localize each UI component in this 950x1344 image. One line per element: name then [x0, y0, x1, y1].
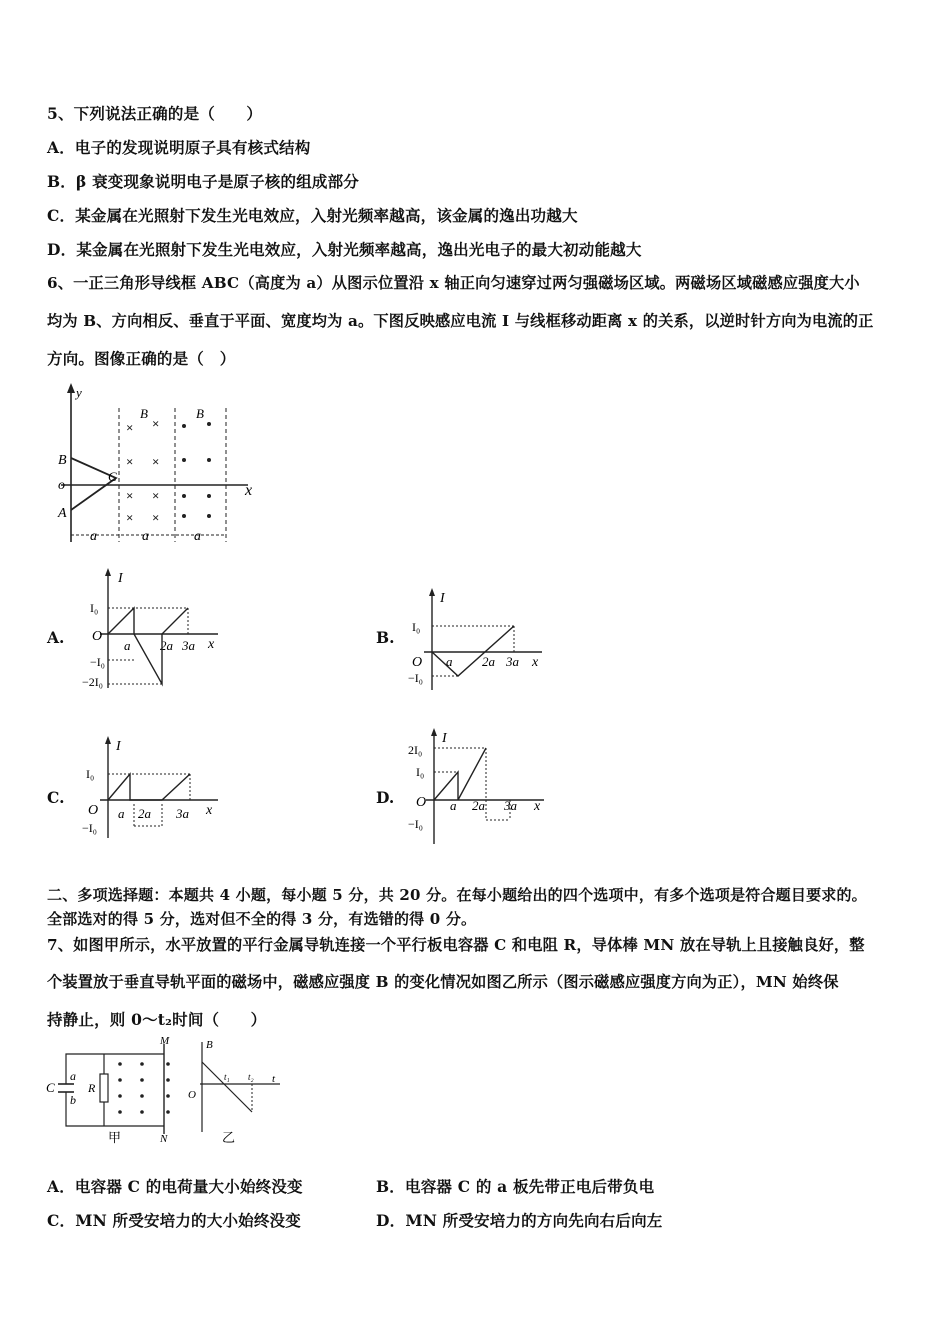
- q7-capacitor-c: C: [46, 1080, 55, 1095]
- q6-width-3: a: [194, 529, 201, 544]
- graph-b-i0: I₀: [412, 620, 421, 634]
- q7-caption-jia: 甲: [108, 1130, 122, 1145]
- graph-c-x: x: [206, 803, 213, 818]
- q6-option-c-label: C.: [47, 788, 65, 807]
- q7-label-n: N: [160, 1133, 168, 1145]
- q6-stem-line3: 方向。图像正确的是（ ）: [47, 349, 236, 368]
- q6-stem-line2: 均为 B、方向相反、垂直于平面、宽度均为 a。下图反映感应电流 I 与线框移动距离 x 的关系，以逆时针方向为电流的正: [47, 312, 874, 330]
- q6-option-b-label: B.: [376, 628, 395, 647]
- section2-instructions-line1: 二、多项选择题：本题共 4 小题，每小题 5 分，共 20 分。在每小题给出的四个选项中，有多个选项是符合题目要求的。: [47, 886, 867, 904]
- q6-graph-b: [402, 586, 552, 694]
- q7-plate-b: b: [70, 1093, 76, 1107]
- q7-option-c: C．MN 所受安培力的大小始终没变: [47, 1211, 301, 1230]
- q6-width-1: a: [90, 529, 97, 544]
- svg-text:×: ×: [126, 420, 134, 435]
- q5-option-b: B．β 衰变现象说明电子是原子核的组成部分: [47, 172, 359, 191]
- svg-text:×: ×: [152, 510, 160, 525]
- q6-field-out-of-page: [182, 422, 211, 518]
- svg-text:×: ×: [126, 510, 134, 525]
- q7-resistor-r: R: [88, 1081, 96, 1095]
- q6-point-b: B: [58, 453, 67, 468]
- graph-b-o: O: [412, 655, 423, 670]
- q7-t-axis: t: [272, 1073, 276, 1085]
- graph-c-i: I: [116, 739, 121, 754]
- graph-d-a: a: [450, 798, 457, 813]
- graph-a-o: O: [92, 629, 103, 644]
- graph-a-m2i0: −2I₀: [82, 675, 103, 689]
- graph-d-i0: I₀: [416, 765, 425, 779]
- q7-t1: t₁: [224, 1072, 230, 1082]
- graph-d-x: x: [534, 799, 541, 814]
- q6-graph-a: [78, 566, 238, 694]
- q5-stem: 5、下列说法正确的是（ ）: [47, 104, 263, 123]
- graph-a-i0: I₀: [90, 601, 99, 615]
- graph-a-x: x: [208, 637, 215, 652]
- graph-a-a: a: [124, 638, 131, 653]
- q5-option-c: C．某金属在光照射下发生光电效应，入射光频率越高，该金属的逸出功越大: [47, 206, 578, 225]
- graph-c-m-i0: −I₀: [82, 821, 97, 835]
- q6-option-a-label: A.: [47, 628, 65, 647]
- q6-origin-label: o: [58, 478, 65, 493]
- q7-option-d: D．MN 所受安培力的方向先向右后向左: [376, 1211, 663, 1230]
- q6-graph-d: [402, 726, 552, 848]
- q7-plate-a: a: [70, 1069, 76, 1083]
- graph-c-i0: I₀: [86, 767, 95, 781]
- q5-option-d: D．某金属在光照射下发生光电效应，入射光频率越高，逸出光电子的最大初动能越大: [47, 240, 642, 259]
- graph-d-i: I: [442, 731, 447, 746]
- graph-b-x: x: [532, 655, 539, 670]
- q6-point-a: A: [58, 506, 67, 521]
- svg-text:×: ×: [126, 454, 134, 469]
- graph-b-2a: 2a: [482, 654, 495, 669]
- q7-label-m: M: [160, 1036, 170, 1047]
- q6-field-label-2: B: [196, 406, 204, 421]
- q6-x-label: x: [245, 482, 253, 499]
- q7-b-axis: B: [206, 1039, 213, 1051]
- graph-d-2i0: 2I₀: [408, 743, 423, 757]
- section2-instructions-line2: 全部选对的得 5 分，选对但不全的得 3 分，有选错的得 0 分。: [47, 910, 477, 928]
- graph-a-i: I: [118, 571, 123, 586]
- q6-stem-line1: 6、一正三角形导线框 ABC（高度为 a）从图示位置沿 x 轴正向匀速穿过两匀强磁场区域。两磁场区域磁感应强度大小: [47, 274, 860, 292]
- q5-option-a: A．电子的发现说明原子具有核式结构: [47, 138, 311, 157]
- graph-d-2a: 2a: [472, 798, 485, 813]
- graph-c-3a: 3a: [176, 806, 189, 821]
- q6-option-d-label: D.: [376, 788, 395, 807]
- q6-y-label: y: [76, 385, 82, 400]
- graph-c-2a: 2a: [138, 806, 151, 821]
- graph-a-3a: 3a: [182, 638, 195, 653]
- q6-field-label-1: B: [140, 406, 148, 421]
- q7-figure-jia: [44, 1036, 194, 1148]
- graph-c-o: O: [88, 803, 99, 818]
- svg-text:×: ×: [126, 488, 134, 503]
- q7-option-a: A．电容器 C 的电荷量大小始终没变: [47, 1177, 303, 1196]
- q7-caption-yi: 乙: [222, 1130, 236, 1145]
- q7-figure-yi: [186, 1036, 286, 1148]
- q7-field-dots: [118, 1062, 170, 1114]
- q6-width-2: a: [142, 529, 149, 544]
- q6-field-into-page: [126, 416, 159, 525]
- q7-option-b: B．电容器 C 的 a 板先带正电后带负电: [376, 1177, 655, 1196]
- svg-text:×: ×: [152, 488, 160, 503]
- q7-t2: t₂: [248, 1072, 254, 1082]
- q7-stem-line3: 持静止，则 0～t₂时间（ ）: [47, 1010, 267, 1029]
- graph-b-a: a: [446, 654, 453, 669]
- q7-origin: O: [188, 1089, 196, 1101]
- graph-b-m-i0: −I₀: [408, 671, 423, 685]
- q6-setup-figure: [56, 380, 266, 550]
- graph-a-2a: 2a: [160, 638, 173, 653]
- q7-stem-line2: 个装置放于垂直导轨平面的磁场中，磁感应强度 B 的变化情况如图乙所示（图示磁感应强度方向为正），MN 始终保: [47, 973, 839, 991]
- graph-d-o: O: [416, 795, 427, 810]
- graph-b-i: I: [440, 591, 445, 606]
- q6-graph-c: [78, 734, 228, 842]
- graph-a-m-i0: −I₀: [90, 655, 105, 669]
- svg-text:×: ×: [152, 454, 160, 469]
- q7-stem-line1: 7、如图甲所示，水平放置的平行金属导轨连接一个平行板电容器 C 和电阻 R，导体棒 MN 放在导轨上且接触良好，整: [47, 936, 865, 954]
- graph-d-3a: 3a: [504, 798, 517, 813]
- svg-text:×: ×: [152, 416, 160, 431]
- graph-b-3a: 3a: [506, 654, 519, 669]
- q6-point-c: C: [108, 469, 117, 484]
- graph-c-a: a: [118, 806, 125, 821]
- graph-d-m-i0: −I₀: [408, 817, 423, 831]
